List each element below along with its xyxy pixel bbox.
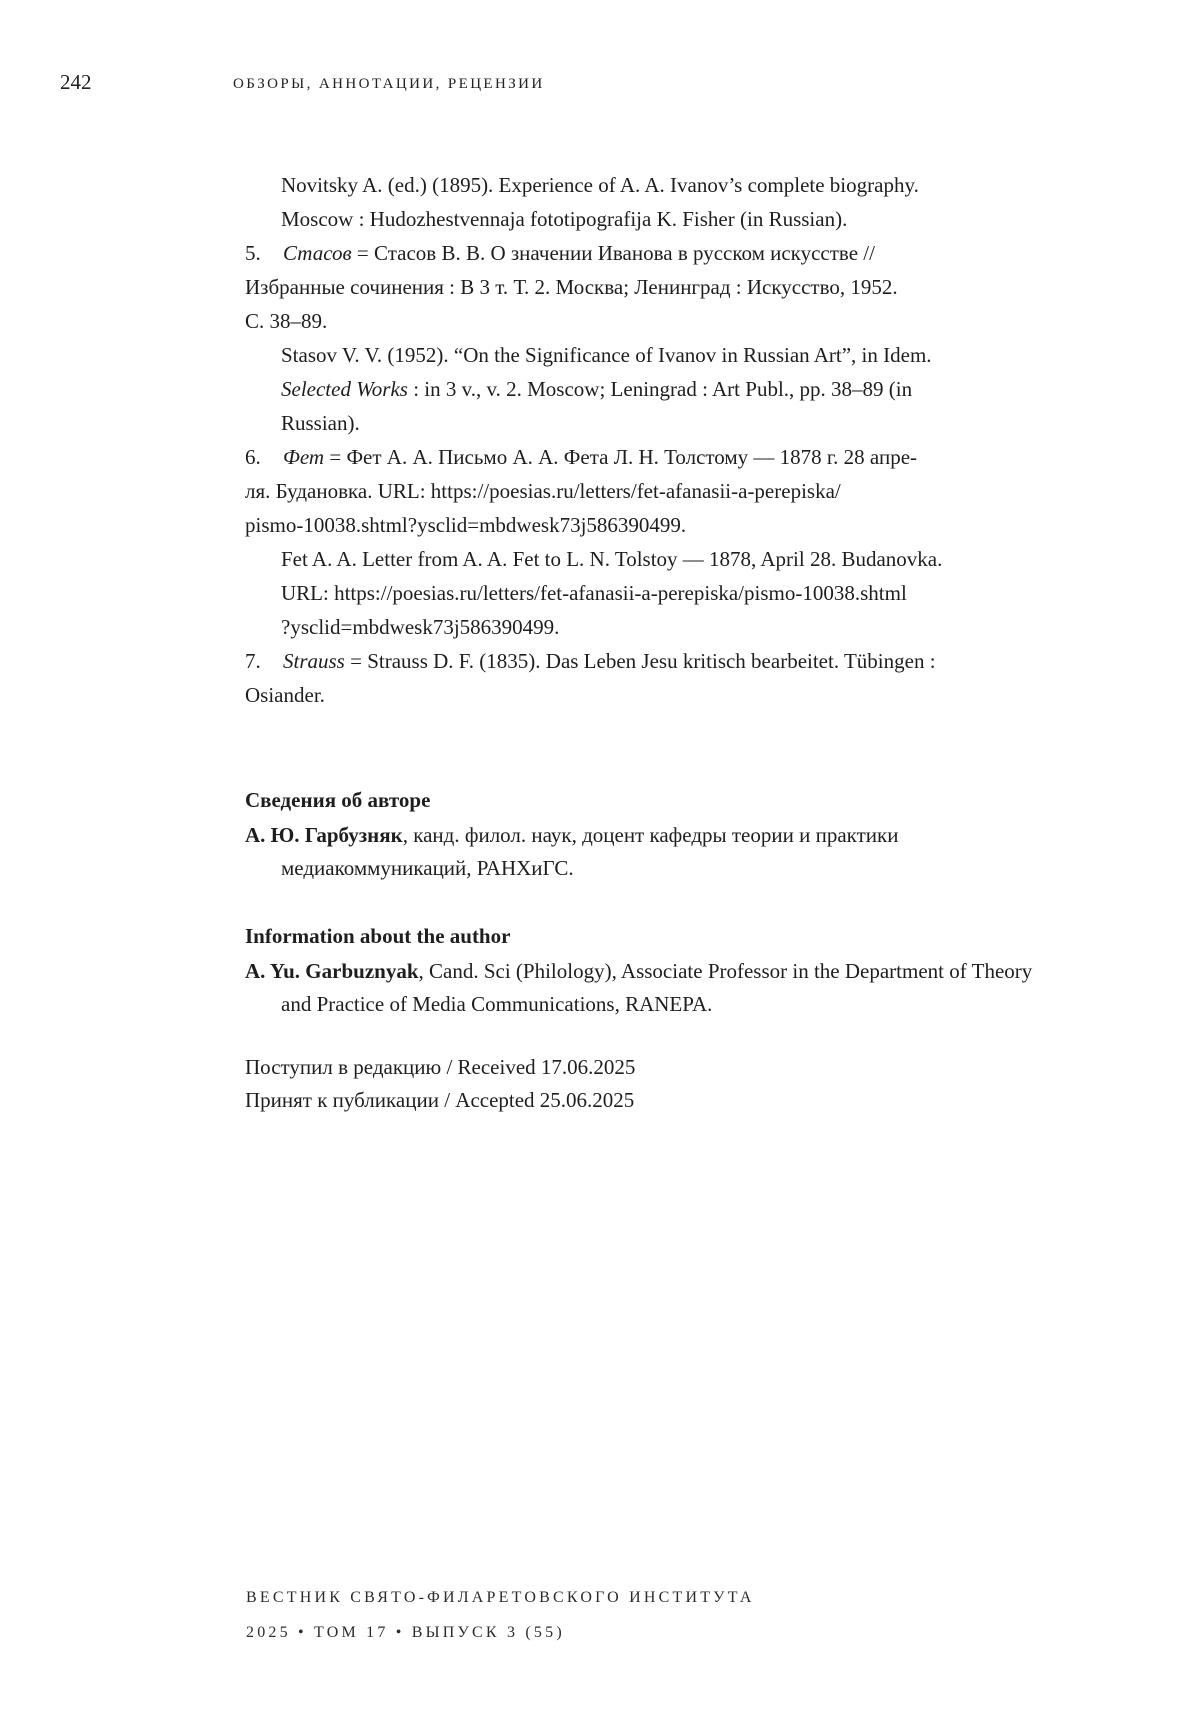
reference-line: Moscow : Hudozhestvennaja fototipografija K. Fisher (in Russian). [281,207,848,231]
reference-line: Избранные сочинения : В 3 т. Т. 2. Москва; Ленинград : Искусство, 1952. [245,275,898,299]
author-info-ru-heading: Сведения об авторе [245,788,431,812]
reference-line: 7. Strauss = Strauss D. F. (1835). Das Leben Jesu kritisch bearbeitet. Tübingen : [245,644,1015,678]
author-info-line: А. Ю. Гарбузняк, канд. филол. наук, доцент кафедры теории и практики [245,823,899,847]
references-list [245,168,1015,712]
author-info-line: and Practice of Media Communications, RANEPA. [281,992,713,1016]
reference-line: Osiander. [245,683,325,707]
accepted-date: Принят к публикации / Accepted 25.06.2025 [245,1088,635,1112]
reference-number: 5. [245,241,261,265]
author-info-en-text [245,955,1075,1021]
author-info-en-heading: Information about the author [245,924,511,948]
reference-line: Stasov V. V. (1952). “On the Significance of Ivanov in Russian Art”, in Idem. [281,343,932,367]
reference-line: 5. Стасов = Стасов В. В. О значении Иванова в русском искусстве // [245,236,1015,270]
author-info-ru-section [245,784,1075,885]
reference-line: ля. Будановка. URL: https://poesias.ru/letters/fet-afanasii-a-perepiska/ [245,479,841,503]
author-info-line: медиакоммуникаций, РАНХиГС. [281,856,574,880]
submission-dates [245,1051,635,1117]
reference-line: pismo-10038.shtml?ysclid=mbdwesk73j586390499. [245,513,687,537]
received-date: Поступил в редакцию / Received 17.06.2025 [245,1055,636,1079]
reference-line: Selected Works : in 3 v., v. 2. Moscow; Leningrad : Art Publ., pp. 38–89 (in [281,377,913,401]
running-head: ОБЗОРЫ, АННОТАЦИИ, РЕЦЕНЗИИ [233,76,545,92]
reference-line: Novitsky A. (ed.) (1895). Experience of A. A. Ivanov’s complete biography. [281,173,919,197]
footer-issue-info: 2025 • ТОМ 17 • ВЫПУСК 3 (55) [246,1624,565,1641]
reference-number: 7. [245,649,261,673]
page-footer [246,1580,755,1650]
reference-number: 6. [245,445,261,469]
author-info-ru-text [245,819,1075,885]
reference-line: ?ysclid=mbdwesk73j586390499. [281,615,560,639]
reference-line: URL: https://poesias.ru/letters/fet-afanasii-a-perepiska/pismo-10038.shtml [281,581,907,605]
reference-line: С. 38–89. [245,309,328,333]
reference-line: Fet A. A. Letter from A. A. Fet to L. N. Tolstoy — 1878, April 28. Budanovka. [281,547,943,571]
author-info-en-section [245,920,1075,1021]
page-number: 242 [60,70,92,94]
reference-line: Russian). [281,411,360,435]
footer-journal-title: ВЕСТНИК СВЯТО-ФИЛАРЕТОВСКОГО ИНСТИТУТА [246,1589,755,1606]
author-info-line: A. Yu. Garbuznyak, Cand. Sci (Philology), Associate Professor in the Department of Theory [245,959,1033,983]
reference-line: 6. Фет = Фет А. А. Письмо А. А. Фета Л. Н. Толстому — 1878 г. 28 апре- [245,440,1015,474]
